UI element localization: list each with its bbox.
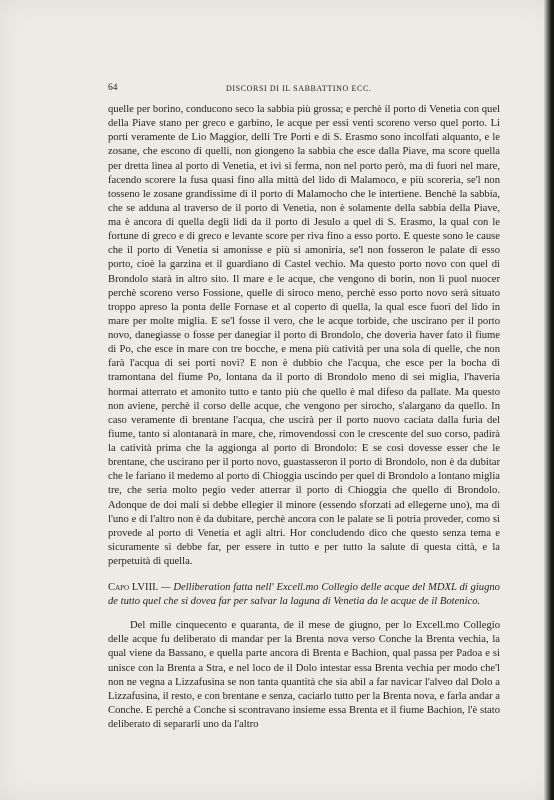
body-text: [108, 103, 500, 732]
chapter-title: — Delliberation fatta nell' Excell.mo Collegio delle acque del MDXL di giugno de tutto quel che si dovea far per salvar la laguna di Venetia da le acque de il Botenico.: [108, 582, 500, 608]
paragraph: Del mille cinquecento e quaranta, de il mese de giugno, per lo Excell.mo Collegio delle acque fu deliberato di mandar per la Brenta nova verso Conche la Brenta vechia, la qual viene da Bassano, e quella parte ancora di Brenta e Bachion, qual passa per Padoa e si unisce con la Brenta a Stra, e nel loco de il Dolo intestar essa Brenta vechia per modo che'l non ne vegna a Lizzafusina se non tanta quantità che sia abil a far navicar l'alveo dal Dolo a Lizzafusina, il resto, e con brentane e senza, caciarlo tutto per la Brenta nova, e farla andar a Conche. E perchè a Conche si scontravano insieme essa Brenta et il fiume Bachion, l'è stato deliberato di separarli uno da l'altro: [108, 620, 500, 730]
page-number: 64: [108, 83, 118, 93]
running-head: [108, 83, 482, 97]
chapter-heading: [108, 581, 500, 609]
paragraph: quelle per borino, conducono seco la sabbia più grossa; e perchè il porto di Venetia con quel della Piave stano per greco e garbino, le acque per essi venti scoreno verso quel porto. Li porti veramente de Lio Maggior, delli Tre Porti e di S. Erasmo sono incolfati alquanto, e le zosane, che escono di quelli, non giongeno la sabbia che esce dalla Piave, ma score quella per dretta linea al porto di Venetia, et ivi si ferma, non nel porto però, ma di fuori nel mare, facendo scorere la fusa quasi fino alla mittà del lido di Malamoco, e più scoreria, se'l non tosseno le zosane grandissime di il porto di Malamocho che le intertiene. Benchè la sabbia, che se adduna al traverso de il porto di Venetia, non è solamente della sabbia della Piave, ma è ancora di quella degli lidi da il porto di Jesulo a quel di S. Erasmo, la qual con le fortune di greco e di greco e levante score per riva fino a esso porto. E queste sono le cause che il porto di Venetia si amonisse e più si amoniria, se'l non fosseron le palate di esso porto, cioè la garzina et il guardiano di Castel vechio. Ma questo porto novo con quel di Brondolo starà in altro sito. Il mare e le acque, che vengono di borin, non li puol nuocer perchè scoreno verso Fossione, quelle di siroco meno, perchè esso porto novo serà situato troppo apreso la ponta delle Fornase et al coperto di quella, la qual esce fuori del lido in mare per molte miglia. E se'l fosse il vero, che le acque torbide, che uscirano per il porto novo, danegiasse o fosse per danegiar il porto di Brondolo, che doveria haver fato il fiume di Po, che esce in mare con tre bocche, e mena più catività per una sola di quelle, che non farà l'acqua di sei porti novi? E non è dubbio che l'acqua, che esce per la bocha di tramontana del fiume Po, lontana da il porto di Brondolo meno di sei miglia, l'haveria hormai atterrato et amonito tutto e tanto più che quello è mal difeso da pallate. Ma questo non aviene, perchè il corso delle acque, che vengono per sirocho, s'alargano da quello. In caso veramente di brentane l'acqua, che uscirà per il porto nuovo caciata dalla furia del fiume, tanto si alontanarà in mare, che, rimovendossi con le crescente del suo corso, padirà la catività prima che la aggionga al porto di Brondolo: E se così dovesse esser che le brentane, che uscirano per il porto novo, guastasseron il porto di Brondolo, non è da dubitar che le fariano il medemo al porto di Chioggia uscindo per quel di Brondolo a lontano miglia tre, che seria molto pegio veder atterrar il porto di Chioggia che quello di Brondolo. Adonque de doi mali si debbe ellegier il minore (essendo sforzati ad ellegerne uno), ma di l'uno e di l'altro non è da dubitare, perchè ancora con le palate se li potria proveder, como sì provede al porto di Venetia et agli altri. Hor concludendo dico che questo senza tema e sicuramente si debbe far, per essere in tutto e per tutto la salute di questa città, e la perpetuità di quella.: [108, 104, 500, 567]
chapter-label: Capo LVIII.: [108, 582, 159, 594]
page-edge-shadow: [544, 0, 554, 800]
running-title: DISCORSI DI IL SABBATTINO ECC.: [226, 84, 372, 93]
